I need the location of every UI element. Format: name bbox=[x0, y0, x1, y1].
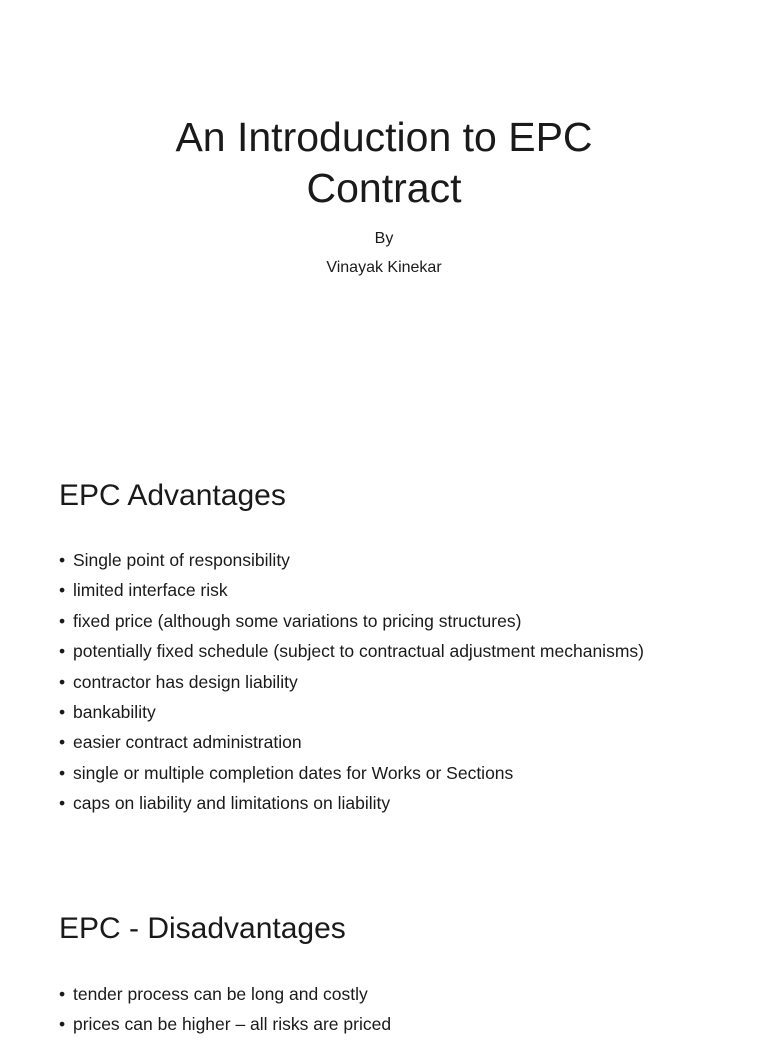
title-line-1: An Introduction to EPC bbox=[175, 114, 593, 160]
advantages-heading: EPC Advantages bbox=[59, 479, 286, 512]
title-line-2: Contract bbox=[306, 165, 462, 211]
author-name: Vinayak Kinekar bbox=[326, 259, 442, 276]
list-item: • single or multiple completion dates for Works or Sections bbox=[59, 758, 644, 788]
list-item: • Single point of responsibility bbox=[59, 545, 644, 575]
list-item: • caps on liability and limitations on liability bbox=[59, 788, 644, 818]
list-item: • potentially fixed schedule (subject to contractual adjustment mechanisms) bbox=[59, 636, 644, 666]
presentation-title bbox=[0, 112, 768, 214]
list-item: • easier contract administration bbox=[59, 727, 644, 757]
list-item: • prices can be higher – all risks are priced bbox=[59, 1009, 391, 1039]
title-slide bbox=[0, 0, 768, 432]
advantages-list bbox=[59, 545, 644, 819]
list-item: • bankability bbox=[59, 697, 644, 727]
list-item: • limited interface risk bbox=[59, 575, 644, 605]
by-label: By bbox=[374, 230, 394, 247]
disadvantages-heading: EPC - Disadvantages bbox=[59, 912, 346, 945]
disadvantages-list bbox=[59, 979, 391, 1040]
list-item: • fixed price (although some variations to pricing structures) bbox=[59, 606, 644, 636]
list-item: • tender process can be long and costly bbox=[59, 979, 391, 1009]
list-item: • contractor has design liability bbox=[59, 667, 644, 697]
